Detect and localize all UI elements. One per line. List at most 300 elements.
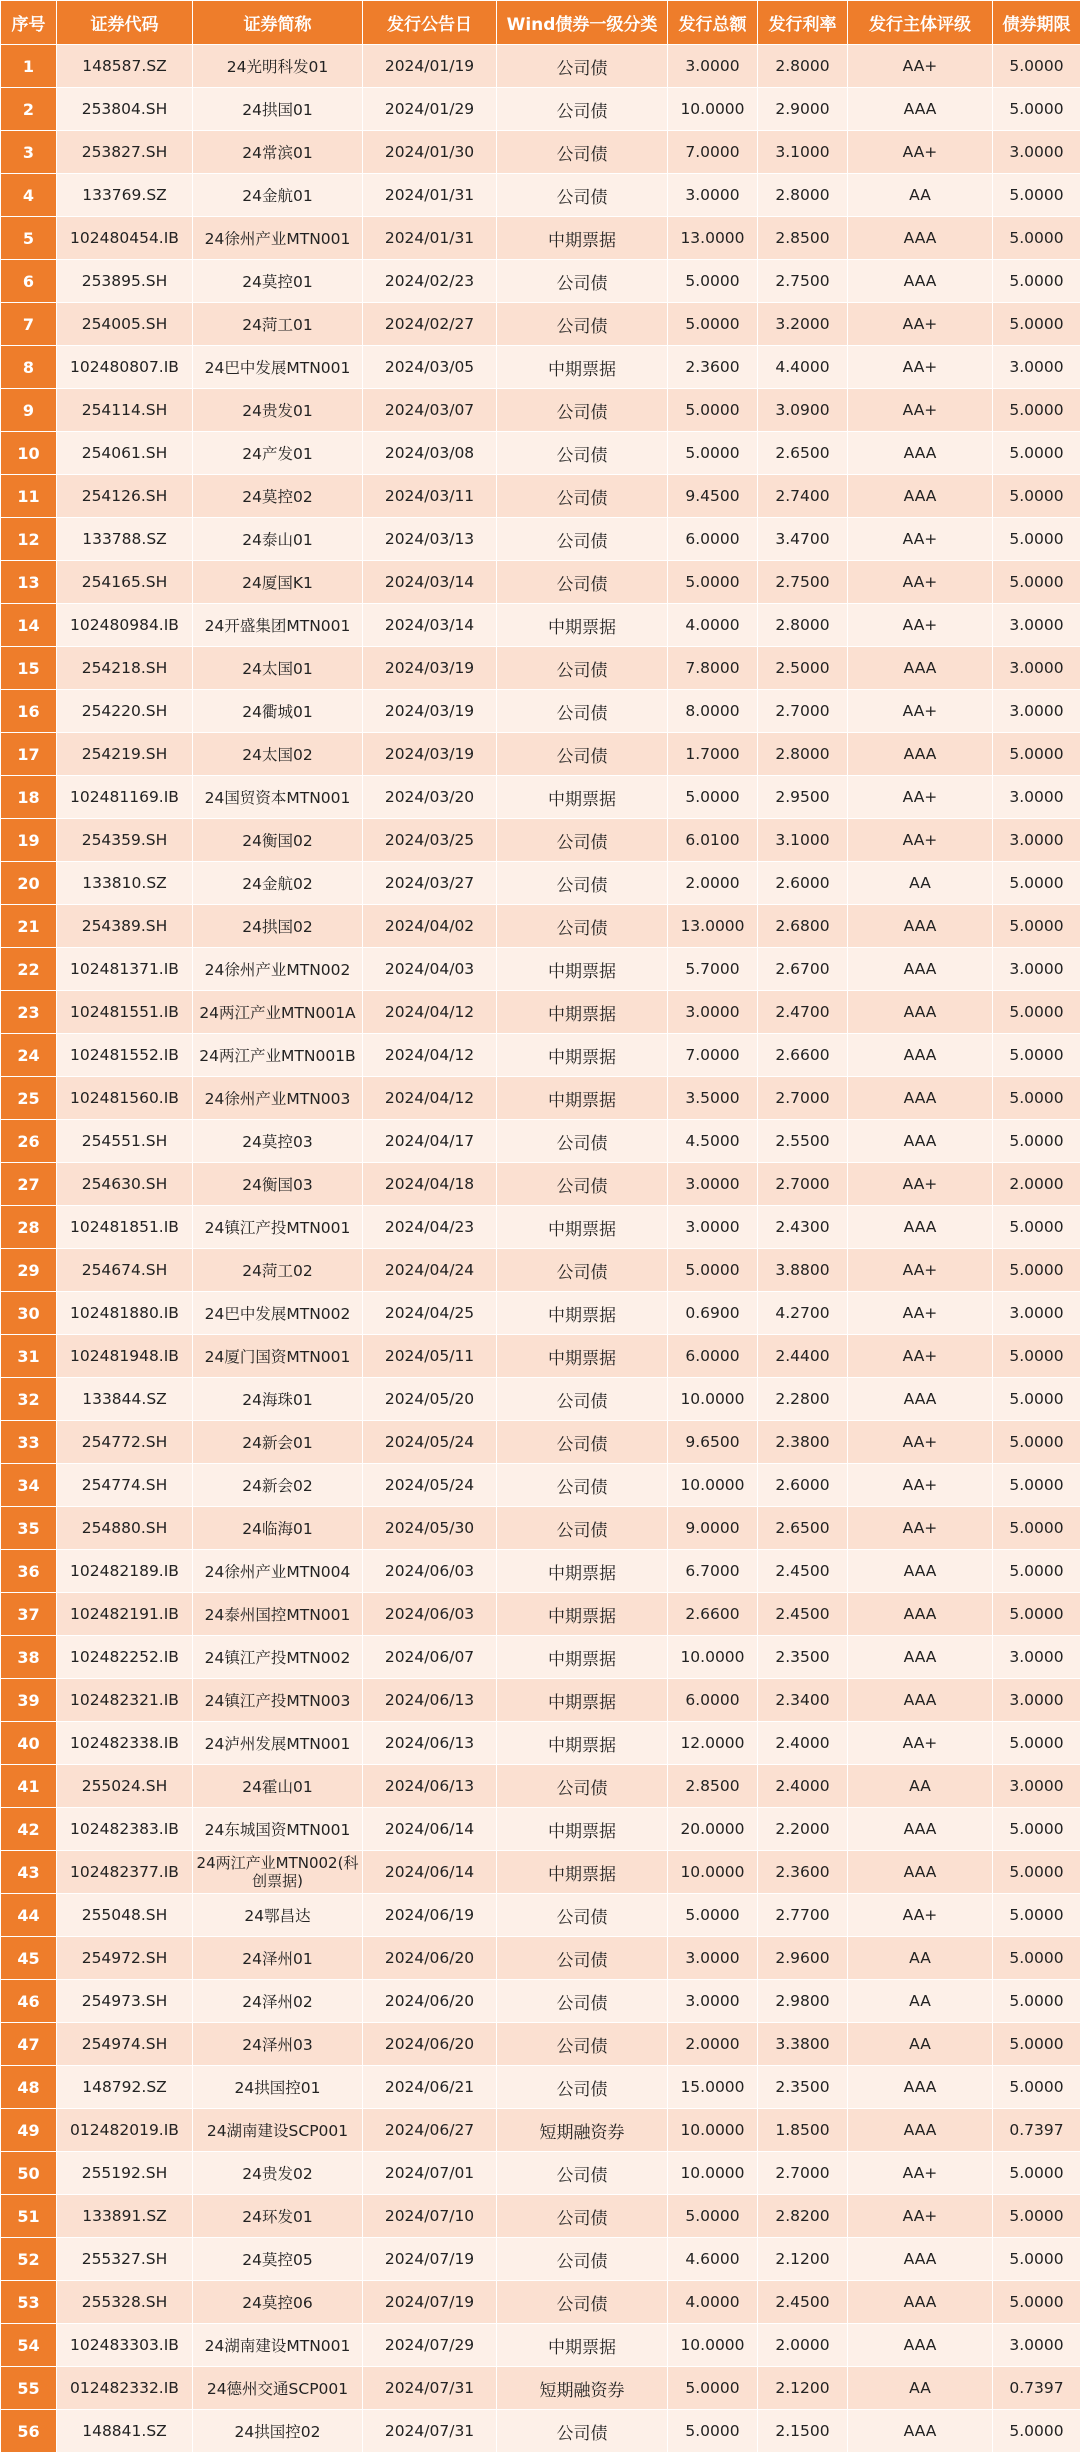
issuer-rating-cell: AA+ — [848, 1464, 993, 1507]
wind-category-cell: 公司债 — [497, 389, 668, 432]
wind-category-cell: 公司债 — [497, 1378, 668, 1421]
table-row — [1, 2152, 1080, 2195]
issue-rate-cell: 2.7000 — [758, 690, 848, 733]
security-code-cell: 102483303.IB — [57, 2324, 193, 2367]
issuer-rating-cell: AAA — [848, 1034, 993, 1077]
wind-category-cell: 公司债 — [497, 131, 668, 174]
announcement-date-cell: 2024/02/23 — [363, 260, 497, 303]
announcement-date-cell: 2024/05/24 — [363, 1464, 497, 1507]
row-index-cell: 23 — [1, 991, 57, 1034]
issue-rate-cell: 2.6500 — [758, 432, 848, 475]
security-name-cell: 24两江产业MTN001B — [193, 1034, 363, 1077]
issue-rate-cell: 2.4000 — [758, 1765, 848, 1808]
issue-amount-cell: 10.0000 — [668, 1851, 758, 1894]
wind-category-cell: 中期票据 — [497, 1636, 668, 1679]
row-index-cell: 28 — [1, 1206, 57, 1249]
announcement-date-cell: 2024/01/31 — [363, 217, 497, 260]
issue-rate-cell: 2.3600 — [758, 1851, 848, 1894]
announcement-date-cell: 2024/01/30 — [363, 131, 497, 174]
bond-term-cell: 5.0000 — [993, 2410, 1080, 2453]
security-code-cell: 254218.SH — [57, 647, 193, 690]
row-index-cell: 3 — [1, 131, 57, 174]
bond-term-cell: 5.0000 — [993, 389, 1080, 432]
table-row — [1, 2410, 1080, 2453]
announcement-date-cell: 2024/04/18 — [363, 1163, 497, 1206]
security-name-cell: 24产发01 — [193, 432, 363, 475]
bond-term-cell: 5.0000 — [993, 1507, 1080, 1550]
issue-amount-cell: 3.0000 — [668, 174, 758, 217]
issue-amount-cell: 5.0000 — [668, 2367, 758, 2410]
bond-term-cell: 5.0000 — [993, 45, 1080, 88]
bond-term-cell: 5.0000 — [993, 2152, 1080, 2195]
security-name-cell: 24湖南建设SCP001 — [193, 2109, 363, 2152]
announcement-date-cell: 2024/04/25 — [363, 1292, 497, 1335]
security-code-cell: 255327.SH — [57, 2238, 193, 2281]
issuer-rating-cell: AA — [848, 174, 993, 217]
issuer-rating-cell: AAA — [848, 2238, 993, 2281]
issue-amount-cell: 3.0000 — [668, 1937, 758, 1980]
wind-category-cell: 公司债 — [497, 2238, 668, 2281]
issue-amount-cell: 5.0000 — [668, 1249, 758, 1292]
issue-rate-cell: 2.1200 — [758, 2367, 848, 2410]
issue-rate-cell: 2.7400 — [758, 475, 848, 518]
announcement-date-cell: 2024/03/27 — [363, 862, 497, 905]
table-row — [1, 1077, 1080, 1120]
announcement-date-cell: 2024/03/08 — [363, 432, 497, 475]
security-code-cell: 254974.SH — [57, 2023, 193, 2066]
table-row — [1, 1120, 1080, 1163]
bond-term-cell: 5.0000 — [993, 1593, 1080, 1636]
issue-rate-cell: 1.8500 — [758, 2109, 848, 2152]
issuer-rating-cell: AA+ — [848, 1894, 993, 1937]
table-row — [1, 733, 1080, 776]
security-code-cell: 102481851.IB — [57, 1206, 193, 1249]
table-row — [1, 88, 1080, 131]
bond-term-cell: 5.0000 — [993, 905, 1080, 948]
issuer-rating-cell: AA+ — [848, 1722, 993, 1765]
wind-category-cell: 公司债 — [497, 905, 668, 948]
issue-rate-cell: 2.8000 — [758, 604, 848, 647]
security-code-cell: 102480807.IB — [57, 346, 193, 389]
wind-category-cell: 公司债 — [497, 1980, 668, 2023]
table-row — [1, 2109, 1080, 2152]
issue-rate-cell: 2.9800 — [758, 1980, 848, 2023]
announcement-date-cell: 2024/04/12 — [363, 1077, 497, 1120]
bond-term-cell: 5.0000 — [993, 1550, 1080, 1593]
table-row — [1, 518, 1080, 561]
bond-term-cell: 5.0000 — [993, 1421, 1080, 1464]
issue-amount-cell: 10.0000 — [668, 1464, 758, 1507]
bond-term-cell: 5.0000 — [993, 733, 1080, 776]
announcement-date-cell: 2024/07/01 — [363, 2152, 497, 2195]
issue-amount-cell: 3.0000 — [668, 45, 758, 88]
row-index-cell: 18 — [1, 776, 57, 819]
announcement-date-cell: 2024/07/29 — [363, 2324, 497, 2367]
issue-amount-cell: 10.0000 — [668, 2109, 758, 2152]
issuer-rating-cell: AA — [848, 1980, 993, 2023]
table-row — [1, 2238, 1080, 2281]
security-code-cell: 254973.SH — [57, 1980, 193, 2023]
header-security-code: 证券代码 — [57, 1, 193, 45]
security-code-cell: 102482377.IB — [57, 1851, 193, 1894]
issue-rate-cell: 2.2000 — [758, 1808, 848, 1851]
wind-category-cell: 中期票据 — [497, 1851, 668, 1894]
wind-category-cell: 公司债 — [497, 174, 668, 217]
security-name-cell: 24衢城01 — [193, 690, 363, 733]
issuer-rating-cell: AAA — [848, 88, 993, 131]
row-index-cell: 4 — [1, 174, 57, 217]
table-row — [1, 776, 1080, 819]
table-row — [1, 1937, 1080, 1980]
issue-amount-cell: 1.7000 — [668, 733, 758, 776]
wind-category-cell: 公司债 — [497, 2195, 668, 2238]
issuer-rating-cell: AA+ — [848, 2152, 993, 2195]
announcement-date-cell: 2024/04/03 — [363, 948, 497, 991]
security-code-cell: 254972.SH — [57, 1937, 193, 1980]
wind-category-cell: 短期融资券 — [497, 2367, 668, 2410]
bond-term-cell: 5.0000 — [993, 1980, 1080, 2023]
issue-amount-cell: 4.5000 — [668, 1120, 758, 1163]
issue-amount-cell: 5.0000 — [668, 260, 758, 303]
table-row — [1, 432, 1080, 475]
security-code-cell: 102481560.IB — [57, 1077, 193, 1120]
row-index-cell: 41 — [1, 1765, 57, 1808]
issue-rate-cell: 2.9500 — [758, 776, 848, 819]
issuer-rating-cell: AA+ — [848, 1421, 993, 1464]
security-code-cell: 102482321.IB — [57, 1679, 193, 1722]
issue-rate-cell: 2.6800 — [758, 905, 848, 948]
issuer-rating-cell: AAA — [848, 905, 993, 948]
issue-amount-cell: 7.0000 — [668, 131, 758, 174]
issue-amount-cell: 5.0000 — [668, 776, 758, 819]
issue-rate-cell: 3.8800 — [758, 1249, 848, 1292]
row-index-cell: 25 — [1, 1077, 57, 1120]
security-code-cell: 012482019.IB — [57, 2109, 193, 2152]
announcement-date-cell: 2024/06/20 — [363, 1937, 497, 1980]
table-row — [1, 217, 1080, 260]
bond-term-cell: 2.0000 — [993, 1163, 1080, 1206]
security-name-cell: 24贵发02 — [193, 2152, 363, 2195]
issue-rate-cell: 2.8200 — [758, 2195, 848, 2238]
security-name-cell: 24莫控03 — [193, 1120, 363, 1163]
row-index-cell: 51 — [1, 2195, 57, 2238]
wind-category-cell: 公司债 — [497, 2066, 668, 2109]
announcement-date-cell: 2024/04/24 — [363, 1249, 497, 1292]
issue-amount-cell: 2.0000 — [668, 862, 758, 905]
issuer-rating-cell: AA — [848, 2023, 993, 2066]
issuer-rating-cell: AAA — [848, 1808, 993, 1851]
security-code-cell: 133844.SZ — [57, 1378, 193, 1421]
bond-term-cell: 5.0000 — [993, 303, 1080, 346]
wind-category-cell: 公司债 — [497, 1421, 668, 1464]
issuer-rating-cell: AA — [848, 2367, 993, 2410]
wind-category-cell: 中期票据 — [497, 1077, 668, 1120]
wind-category-cell: 公司债 — [497, 1464, 668, 1507]
announcement-date-cell: 2024/06/20 — [363, 2023, 497, 2066]
wind-category-cell: 公司债 — [497, 647, 668, 690]
wind-category-cell: 短期融资券 — [497, 2109, 668, 2152]
bond-term-cell: 5.0000 — [993, 432, 1080, 475]
security-code-cell: 102482191.IB — [57, 1593, 193, 1636]
bond-term-cell: 3.0000 — [993, 690, 1080, 733]
security-code-cell: 102481371.IB — [57, 948, 193, 991]
row-index-cell: 43 — [1, 1851, 57, 1894]
row-index-cell: 55 — [1, 2367, 57, 2410]
header-issue-amount: 发行总额 — [668, 1, 758, 45]
wind-category-cell: 中期票据 — [497, 1206, 668, 1249]
bond-term-cell: 5.0000 — [993, 2066, 1080, 2109]
table-row — [1, 1593, 1080, 1636]
issue-amount-cell: 20.0000 — [668, 1808, 758, 1851]
row-index-cell: 36 — [1, 1550, 57, 1593]
security-code-cell: 255192.SH — [57, 2152, 193, 2195]
issuer-rating-cell: AAA — [848, 1378, 993, 1421]
bond-term-cell: 3.0000 — [993, 346, 1080, 389]
row-index-cell: 53 — [1, 2281, 57, 2324]
issue-amount-cell: 5.0000 — [668, 2410, 758, 2453]
row-index-cell: 46 — [1, 1980, 57, 2023]
security-name-cell: 24莫控05 — [193, 2238, 363, 2281]
issue-amount-cell: 9.4500 — [668, 475, 758, 518]
security-code-cell: 254061.SH — [57, 432, 193, 475]
security-name-cell: 24徐州产业MTN004 — [193, 1550, 363, 1593]
security-code-cell: 254389.SH — [57, 905, 193, 948]
issue-rate-cell: 3.3800 — [758, 2023, 848, 2066]
issuer-rating-cell: AA+ — [848, 1163, 993, 1206]
issue-rate-cell: 2.6500 — [758, 1507, 848, 1550]
row-index-cell: 22 — [1, 948, 57, 991]
issue-rate-cell: 3.0900 — [758, 389, 848, 432]
table-row — [1, 260, 1080, 303]
wind-category-cell: 公司债 — [497, 2281, 668, 2324]
issuer-rating-cell: AAA — [848, 475, 993, 518]
announcement-date-cell: 2024/06/20 — [363, 1980, 497, 2023]
security-name-cell: 24泽州02 — [193, 1980, 363, 2023]
announcement-date-cell: 2024/04/12 — [363, 991, 497, 1034]
wind-category-cell: 中期票据 — [497, 948, 668, 991]
row-index-cell: 52 — [1, 2238, 57, 2281]
issue-amount-cell: 2.8500 — [668, 1765, 758, 1808]
issue-rate-cell: 2.8000 — [758, 174, 848, 217]
wind-category-cell: 公司债 — [497, 2410, 668, 2453]
bond-term-cell: 5.0000 — [993, 2023, 1080, 2066]
issue-amount-cell: 6.7000 — [668, 1550, 758, 1593]
issuer-rating-cell: AA+ — [848, 690, 993, 733]
bond-term-cell: 5.0000 — [993, 1077, 1080, 1120]
wind-category-cell: 中期票据 — [497, 2324, 668, 2367]
announcement-date-cell: 2024/03/19 — [363, 647, 497, 690]
wind-category-cell: 公司债 — [497, 1937, 668, 1980]
table-row — [1, 1034, 1080, 1077]
announcement-date-cell: 2024/07/31 — [363, 2410, 497, 2453]
security-code-cell: 255328.SH — [57, 2281, 193, 2324]
issuer-rating-cell: AAA — [848, 733, 993, 776]
issue-rate-cell: 4.4000 — [758, 346, 848, 389]
announcement-date-cell: 2024/05/30 — [363, 1507, 497, 1550]
security-name-cell: 24衡国03 — [193, 1163, 363, 1206]
security-name-cell: 24金航02 — [193, 862, 363, 905]
issue-amount-cell: 2.6600 — [668, 1593, 758, 1636]
wind-category-cell: 中期票据 — [497, 1722, 668, 1765]
issue-rate-cell: 2.9000 — [758, 88, 848, 131]
row-index-cell: 56 — [1, 2410, 57, 2453]
bond-term-cell: 5.0000 — [993, 1378, 1080, 1421]
issue-amount-cell: 10.0000 — [668, 88, 758, 131]
security-code-cell: 102481880.IB — [57, 1292, 193, 1335]
table-row — [1, 1464, 1080, 1507]
wind-category-cell: 中期票据 — [497, 346, 668, 389]
table-row — [1, 2281, 1080, 2324]
security-code-cell: 148587.SZ — [57, 45, 193, 88]
table-row — [1, 2023, 1080, 2066]
row-index-cell: 21 — [1, 905, 57, 948]
security-name-cell: 24衡国02 — [193, 819, 363, 862]
security-code-cell: 254165.SH — [57, 561, 193, 604]
issue-rate-cell: 2.4000 — [758, 1722, 848, 1765]
row-index-cell: 37 — [1, 1593, 57, 1636]
security-name-cell: 24东城国资MTN001 — [193, 1808, 363, 1851]
table-row — [1, 2367, 1080, 2410]
bond-term-cell: 5.0000 — [993, 174, 1080, 217]
issuer-rating-cell: AAA — [848, 2281, 993, 2324]
issue-rate-cell: 3.4700 — [758, 518, 848, 561]
issue-rate-cell: 2.6000 — [758, 862, 848, 905]
issuer-rating-cell: AA+ — [848, 389, 993, 432]
issue-rate-cell: 2.1200 — [758, 2238, 848, 2281]
bond-term-cell: 5.0000 — [993, 1894, 1080, 1937]
issue-amount-cell: 3.0000 — [668, 991, 758, 1034]
wind-category-cell: 公司债 — [497, 45, 668, 88]
header-announcement-date: 发行公告日 — [363, 1, 497, 45]
announcement-date-cell: 2024/06/07 — [363, 1636, 497, 1679]
security-name-cell: 24拱国02 — [193, 905, 363, 948]
bond-term-cell: 3.0000 — [993, 647, 1080, 690]
bond-term-cell: 5.0000 — [993, 2238, 1080, 2281]
announcement-date-cell: 2024/03/11 — [363, 475, 497, 518]
security-name-cell: 24环发01 — [193, 2195, 363, 2238]
bond-term-cell: 5.0000 — [993, 2195, 1080, 2238]
issuer-rating-cell: AA+ — [848, 518, 993, 561]
security-code-cell: 254674.SH — [57, 1249, 193, 1292]
header-index: 序号 — [1, 1, 57, 45]
issuer-rating-cell: AA — [848, 1765, 993, 1808]
issue-amount-cell: 4.0000 — [668, 2281, 758, 2324]
issue-rate-cell: 2.7000 — [758, 2152, 848, 2195]
security-name-cell: 24巴中发展MTN001 — [193, 346, 363, 389]
issuer-rating-cell: AAA — [848, 1550, 993, 1593]
row-index-cell: 50 — [1, 2152, 57, 2195]
row-index-cell: 1 — [1, 45, 57, 88]
security-code-cell: 254005.SH — [57, 303, 193, 346]
table-row — [1, 389, 1080, 432]
bond-term-cell: 3.0000 — [993, 2324, 1080, 2367]
row-index-cell: 30 — [1, 1292, 57, 1335]
bond-term-cell: 3.0000 — [993, 1636, 1080, 1679]
security-name-cell: 24泰州国控MTN001 — [193, 1593, 363, 1636]
issue-amount-cell: 3.0000 — [668, 1163, 758, 1206]
issuer-rating-cell: AAA — [848, 217, 993, 260]
security-name-cell: 24太国02 — [193, 733, 363, 776]
announcement-date-cell: 2024/01/19 — [363, 45, 497, 88]
security-code-cell: 102481948.IB — [57, 1335, 193, 1378]
wind-category-cell: 公司债 — [497, 88, 668, 131]
security-code-cell: 012482332.IB — [57, 2367, 193, 2410]
issue-amount-cell: 5.0000 — [668, 2195, 758, 2238]
issuer-rating-cell: AA+ — [848, 2195, 993, 2238]
table-row — [1, 1722, 1080, 1765]
row-index-cell: 44 — [1, 1894, 57, 1937]
table-row — [1, 690, 1080, 733]
security-name-cell: 24厦国K1 — [193, 561, 363, 604]
table-row — [1, 2324, 1080, 2367]
issue-amount-cell: 8.0000 — [668, 690, 758, 733]
bond-term-cell: 5.0000 — [993, 518, 1080, 561]
issue-rate-cell: 2.8000 — [758, 45, 848, 88]
security-name-cell: 24两江产业MTN002(科创票据) — [193, 1851, 363, 1894]
security-name-cell: 24莫控02 — [193, 475, 363, 518]
security-name-cell: 24鄂昌达 — [193, 1894, 363, 1937]
security-code-cell: 102482338.IB — [57, 1722, 193, 1765]
issuer-rating-cell: AA+ — [848, 45, 993, 88]
issue-rate-cell: 2.8500 — [758, 217, 848, 260]
issue-amount-cell: 6.0000 — [668, 1679, 758, 1722]
table-row — [1, 1163, 1080, 1206]
security-name-cell: 24海珠01 — [193, 1378, 363, 1421]
announcement-date-cell: 2024/07/19 — [363, 2238, 497, 2281]
issue-amount-cell: 7.0000 — [668, 1034, 758, 1077]
security-name-cell: 24泽州01 — [193, 1937, 363, 1980]
security-name-cell: 24莫控06 — [193, 2281, 363, 2324]
security-code-cell: 133788.SZ — [57, 518, 193, 561]
header-wind-category: Wind债券一级分类 — [497, 1, 668, 45]
table-row — [1, 2195, 1080, 2238]
issue-amount-cell: 5.0000 — [668, 1894, 758, 1937]
wind-category-cell: 公司债 — [497, 475, 668, 518]
wind-category-cell: 公司债 — [497, 1249, 668, 1292]
table-row — [1, 1292, 1080, 1335]
announcement-date-cell: 2024/03/20 — [363, 776, 497, 819]
wind-category-cell: 公司债 — [497, 1765, 668, 1808]
header-row — [1, 1, 1080, 45]
announcement-date-cell: 2024/06/03 — [363, 1550, 497, 1593]
security-name-cell: 24莫控01 — [193, 260, 363, 303]
issue-amount-cell: 7.8000 — [668, 647, 758, 690]
security-name-cell: 24镇江产投MTN003 — [193, 1679, 363, 1722]
security-code-cell: 133810.SZ — [57, 862, 193, 905]
announcement-date-cell: 2024/05/11 — [363, 1335, 497, 1378]
bond-term-cell: 5.0000 — [993, 862, 1080, 905]
security-name-cell: 24新会01 — [193, 1421, 363, 1464]
security-name-cell: 24徐州产业MTN003 — [193, 1077, 363, 1120]
bond-term-cell: 5.0000 — [993, 1249, 1080, 1292]
announcement-date-cell: 2024/06/13 — [363, 1679, 497, 1722]
row-index-cell: 40 — [1, 1722, 57, 1765]
table-row — [1, 1378, 1080, 1421]
announcement-date-cell: 2024/02/27 — [363, 303, 497, 346]
issuer-rating-cell: AA+ — [848, 819, 993, 862]
security-code-cell: 254630.SH — [57, 1163, 193, 1206]
issue-amount-cell: 6.0000 — [668, 1335, 758, 1378]
security-name-cell: 24光明科发01 — [193, 45, 363, 88]
table-row — [1, 1980, 1080, 2023]
row-index-cell: 49 — [1, 2109, 57, 2152]
bond-term-cell: 5.0000 — [993, 475, 1080, 518]
security-name-cell: 24泸州发展MTN001 — [193, 1722, 363, 1765]
announcement-date-cell: 2024/03/25 — [363, 819, 497, 862]
security-name-cell: 24泽州03 — [193, 2023, 363, 2066]
announcement-date-cell: 2024/05/24 — [363, 1421, 497, 1464]
security-code-cell: 254774.SH — [57, 1464, 193, 1507]
